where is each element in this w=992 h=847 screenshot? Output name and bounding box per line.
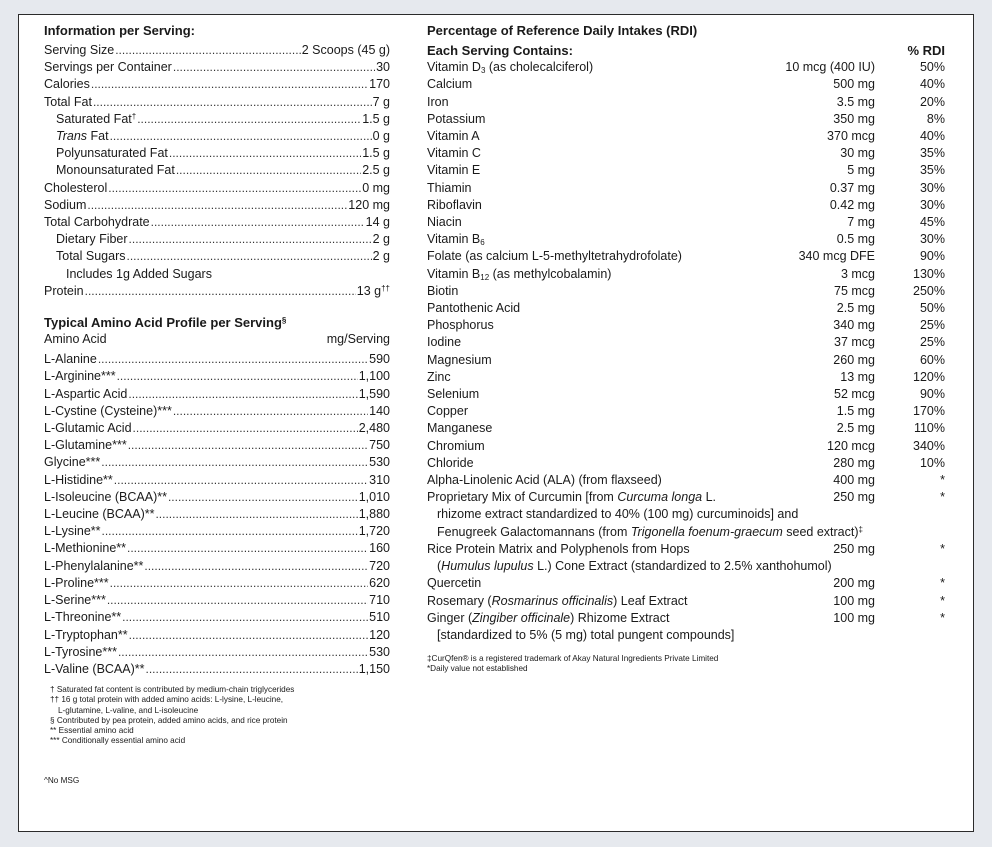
leader-dots — [173, 59, 375, 76]
rdi-row — [427, 352, 947, 369]
serving-info-value: 2.5 g — [362, 163, 390, 178]
leader-dots — [129, 627, 369, 644]
rdi-amount: 340 mg — [833, 318, 875, 333]
serving-info-row — [44, 197, 390, 214]
rdi-row — [427, 283, 947, 300]
ginger-value: 100 mg — [833, 610, 875, 625]
rdi-row — [427, 317, 947, 334]
quercetin-pct: * — [940, 576, 945, 591]
rdi-amount: 0.5 mg — [836, 232, 875, 247]
rdi-nutrient-label: Magnesium — [427, 352, 492, 367]
leader-dots — [168, 489, 358, 506]
rdi-amount: 0.42 mg — [829, 197, 875, 212]
rdi-percent: 40% — [919, 129, 945, 144]
rdi-amount: 120 mcg — [827, 438, 875, 453]
leader-dots — [118, 644, 368, 661]
rdi-percent: 40% — [919, 77, 945, 92]
serving-info-label: Cholesterol — [44, 180, 108, 195]
amino-acid-value: 1,720 — [358, 524, 390, 539]
rdi-nutrient-label: Biotin — [427, 283, 459, 298]
rdi-nutrient-label: Phosphorus — [427, 318, 494, 333]
rdi-row-quercetin — [427, 575, 947, 592]
amino-acid-value: 1,100 — [358, 369, 390, 384]
rdi-amount: 1.5 mg — [836, 404, 875, 419]
rdi-percent: 60% — [919, 352, 945, 367]
pct-rdi-label: % RDI — [907, 43, 945, 58]
rdi-amount: 37 mcg — [834, 335, 875, 350]
amino-acid-label: L-Lysine** — [44, 524, 101, 539]
rdi-row — [427, 386, 947, 403]
serving-info-row — [44, 94, 390, 111]
leader-dots — [115, 42, 301, 59]
amino-acid-value: 140 — [369, 403, 390, 418]
curcumin-cont-1: rhizome extract standardized to 40% (100 mg) curcuminoids] and — [437, 507, 799, 522]
amino-acid-label: L-Tryptophan** — [44, 627, 128, 642]
protein-value: 13 g†† — [356, 283, 390, 298]
rdi-amount: 2.5 mg — [836, 301, 875, 316]
rdi-amount: 13 mg — [840, 369, 875, 384]
leader-dots — [101, 454, 368, 471]
amino-acid-row — [44, 644, 390, 661]
amino-acid-row — [44, 592, 390, 609]
leader-dots — [87, 197, 347, 214]
amino-acid-row — [44, 420, 390, 437]
rdi-percent: 110% — [913, 421, 945, 436]
amino-acid-row — [44, 454, 390, 471]
serving-info-row — [44, 180, 390, 197]
rdi-nutrient-label: Iodine — [427, 335, 462, 350]
rdi-percent: 20% — [919, 94, 945, 109]
amino-acid-row — [44, 661, 390, 678]
serving-info-label: Polyunsaturated Fat — [56, 146, 168, 161]
rdi-amount: 3 mcg — [840, 266, 875, 281]
rdi-row — [427, 300, 947, 317]
footnote-line: *** Conditionally essential amino acid — [50, 736, 186, 746]
rdi-percent: 50% — [919, 301, 945, 316]
amino-acid-column-label: Amino Acid — [44, 332, 107, 347]
each-serving-label: Each Serving Contains: — [427, 43, 573, 58]
msg-note: ^No MSG — [44, 776, 80, 786]
rdi-row — [427, 231, 947, 248]
serving-info-row — [44, 111, 390, 128]
curcumin-label: Proprietary Mix of Curcumin [from Curcuma longa L. — [427, 490, 716, 505]
amino-acid-header: Typical Amino Acid Profile per Serving§ — [44, 315, 287, 331]
rdi-row — [427, 472, 947, 489]
leader-dots — [98, 351, 368, 368]
rdi-nutrient-label: Niacin — [427, 215, 462, 230]
amino-acid-value: 750 — [369, 438, 390, 453]
rdi-amount: 7 mg — [847, 215, 875, 230]
amino-acid-label: L-Alanine — [44, 352, 97, 367]
curcumin-pct: * — [940, 490, 945, 505]
amino-acid-label: L-Methionine** — [44, 541, 126, 556]
amino-acid-value: 530 — [369, 455, 390, 470]
leader-dots — [128, 386, 357, 403]
amino-acid-value: 510 — [369, 610, 390, 625]
serving-info-value: 0 mg — [362, 180, 390, 195]
amino-acid-row — [44, 523, 390, 540]
rdi-nutrient-label: Vitamin E — [427, 163, 481, 178]
amino-acid-row — [44, 540, 390, 557]
serving-info-value: 120 mg — [348, 197, 390, 212]
amino-acid-label: L-Leucine (BCAA)** — [44, 507, 155, 522]
quercetin-label: Quercetin — [427, 576, 482, 591]
rdi-row — [427, 334, 947, 351]
rdi-nutrient-label: Vitamin A — [427, 129, 480, 144]
serving-info-value: 1.5 g — [362, 111, 390, 126]
rdi-nutrient-label: Selenium — [427, 387, 480, 402]
amino-acid-label: L-Tyrosine*** — [44, 644, 117, 659]
amino-acid-row — [44, 472, 390, 489]
amino-acid-label: L-Cystine (Cysteine)*** — [44, 403, 172, 418]
serving-info-value: 0 g — [372, 129, 390, 144]
rdi-amount: 340 mcg DFE — [798, 249, 875, 264]
leader-dots — [128, 437, 368, 454]
rdi-amount: 0.37 mg — [829, 180, 875, 195]
rdi-percent: 50% — [919, 60, 945, 75]
rdi-amount: 75 mcg — [834, 283, 875, 298]
leader-dots — [155, 506, 357, 523]
serving-info-label: Serving Size — [44, 43, 115, 57]
rdi-percent: 10% — [919, 455, 945, 470]
rdi-amount: 10 mcg (400 IU) — [785, 60, 875, 75]
curcumin-value: 250 mg — [833, 490, 875, 505]
rdi-row — [427, 403, 947, 420]
serving-info-value: 1.5 g — [362, 146, 390, 161]
hops-label: Rice Protein Matrix and Polyphenols from Hops — [427, 541, 690, 556]
footnote-line: ** Essential amino acid — [50, 725, 134, 735]
amino-acid-label: L-Arginine*** — [44, 369, 116, 384]
amino-acid-value: 530 — [369, 644, 390, 659]
serving-info-label: Total Carbohydrate — [44, 215, 150, 230]
rdi-row-hops — [427, 541, 947, 558]
footnote-line: L-glutamine, L-valine, and L-isoleucine — [58, 705, 199, 715]
serving-info-value: 2 Scoops (45 g) — [301, 43, 390, 57]
rdi-amount: 500 mg — [833, 77, 875, 92]
rdi-nutrient-label: Potassium — [427, 111, 486, 126]
leader-dots — [151, 214, 365, 231]
amino-acid-value: 1,010 — [358, 489, 390, 504]
footnote-line: § Contributed by pea protein, added amino acids, and rice protein — [50, 715, 288, 725]
rdi-row — [427, 76, 947, 93]
protein-label: Protein — [44, 283, 84, 298]
serving-info-row — [44, 42, 390, 59]
protein-row — [44, 283, 390, 300]
left-column — [44, 22, 390, 787]
serving-info-label: Total Sugars — [56, 249, 126, 264]
daily-value-footnote: *Daily value not established — [427, 664, 528, 674]
leader-dots — [102, 523, 358, 540]
serving-info-value: 30 — [376, 60, 390, 75]
rdi-row — [427, 266, 947, 283]
amino-acid-label: L-Threonine** — [44, 610, 122, 625]
rdi-amount: 370 mcg — [827, 129, 875, 144]
rdi-percent: 30% — [919, 197, 945, 212]
rdi-nutrient-label: Copper — [427, 404, 468, 419]
footnote-line: †† 16 g total protein with added amino acids: L-lysine, L-leucine, — [50, 695, 284, 705]
ginger-label: Ginger (Zingiber officinale) Rhizome Extract — [427, 610, 670, 625]
serving-info-row — [44, 59, 390, 76]
serving-info-value: 7 g — [372, 94, 390, 109]
hops-cont-1: (Humulus lupulus L.) Cone Extract (standardized to 2.5% xanthohumol) — [437, 559, 832, 574]
leader-dots — [110, 575, 369, 592]
serving-info-header: Information per Serving: — [44, 23, 195, 38]
ginger-cont-1: [standardized to 5% (5 mg) total pungent compounds] — [437, 627, 735, 642]
rdi-header: Percentage of Reference Daily Intakes (RDI) — [427, 23, 698, 38]
rdi-percent: 170% — [913, 404, 945, 419]
serving-info-row — [44, 162, 390, 179]
amino-acid-value: 120 — [369, 627, 390, 642]
leader-dots — [117, 368, 358, 385]
leader-dots — [173, 403, 368, 420]
amino-acid-label: L-Glutamic Acid — [44, 421, 132, 436]
amino-acid-row — [44, 403, 390, 420]
leader-dots — [85, 283, 356, 300]
serving-info-value: 14 g — [365, 215, 390, 230]
rdi-row-rosemary — [427, 593, 947, 610]
rdi-amount: 260 mg — [833, 352, 875, 367]
rdi-row — [427, 438, 947, 455]
leader-dots — [169, 145, 361, 162]
rosemary-label: Rosemary (Rosmarinus officinalis) Leaf Extract — [427, 593, 688, 608]
rdi-percent: 90% — [919, 249, 945, 264]
leader-dots — [91, 76, 368, 93]
rdi-row — [427, 420, 947, 437]
amino-acid-label: L-Proline*** — [44, 575, 109, 590]
rdi-nutrient-label: Vitamin C — [427, 146, 481, 161]
left-footnotes — [44, 685, 390, 746]
rdi-column-headers — [427, 42, 947, 59]
amino-acid-row — [44, 386, 390, 403]
amino-acid-row — [44, 351, 390, 368]
leader-dots — [137, 111, 361, 128]
amino-acid-row — [44, 489, 390, 506]
rdi-amount: 350 mg — [833, 111, 875, 126]
amino-acid-label: L-Aspartic Acid — [44, 386, 128, 401]
rdi-row — [427, 162, 947, 179]
leader-dots — [126, 248, 371, 265]
serving-info-label: Monounsaturated Fat — [56, 163, 175, 178]
leader-dots — [127, 540, 368, 557]
serving-info-label: Trans Fat — [56, 129, 109, 144]
leader-dots — [108, 180, 361, 197]
rdi-row — [427, 455, 947, 472]
amino-acid-row — [44, 368, 390, 385]
amino-acid-value: 710 — [369, 593, 390, 608]
amino-acid-value: 1,150 — [358, 661, 390, 676]
serving-info-value: 170 — [369, 77, 390, 92]
curcumin-cont-2: Fenugreek Galactomannans (from Trigonella foenum-graecum seed extract)‡ — [437, 524, 863, 539]
rdi-nutrient-label: Vitamin $B_{12}$ (as methylcobalamin) — [427, 266, 612, 282]
rdi-row-curcumin — [427, 489, 947, 506]
serving-info-label: Total Fat — [44, 94, 92, 109]
amino-acid-value: 2,480 — [358, 421, 390, 436]
serving-info-row — [44, 248, 390, 265]
serving-info-label: Sodium — [44, 197, 87, 212]
rdi-percent: 30% — [919, 232, 945, 247]
amino-acid-value: 720 — [369, 558, 390, 573]
rdi-nutrient-label: Folate (as calcium L-5-methyltetrahydrofolate) — [427, 249, 682, 264]
quercetin-value: 200 mg — [833, 576, 875, 591]
rdi-nutrient-label: Vitamin $B_6$ — [427, 232, 485, 248]
amino-acid-column-headers — [44, 331, 390, 348]
amino-acid-value: 590 — [369, 352, 390, 367]
rdi-row — [427, 111, 947, 128]
amino-acid-label: Glycine*** — [44, 455, 101, 470]
rdi-row — [427, 214, 947, 231]
rdi-percent: 90% — [919, 387, 945, 402]
rdi-nutrient-label: Vitamin $D_3$ (as cholecalciferol) — [427, 60, 594, 76]
rdi-nutrient-label: Manganese — [427, 421, 493, 436]
rdi-row — [427, 94, 947, 111]
rdi-row — [427, 180, 947, 197]
serving-info-value: 2 g — [372, 249, 390, 264]
rdi-amount: 400 mg — [833, 473, 875, 488]
rdi-nutrient-label: Chloride — [427, 455, 474, 470]
amino-acid-row — [44, 437, 390, 454]
amino-acid-unit-label: mg/Serving — [326, 332, 390, 347]
rdi-row — [427, 128, 947, 145]
rdi-percent: 250% — [913, 283, 945, 298]
serving-info-row — [44, 214, 390, 231]
rdi-nutrient-label: Zinc — [427, 369, 451, 384]
leader-dots — [176, 162, 361, 179]
amino-acid-row — [44, 575, 390, 592]
hops-pct: * — [940, 541, 945, 556]
amino-acid-label: L-Histidine** — [44, 472, 113, 487]
rdi-percent: 35% — [919, 163, 945, 178]
added-sugars-note: Includes 1g Added Sugars — [66, 266, 212, 281]
amino-acid-label: L-Valine (BCAA)** — [44, 661, 145, 676]
amino-acid-value: 1,880 — [358, 507, 390, 522]
serving-info-row — [44, 76, 390, 93]
rdi-amount: 3.5 mg — [836, 94, 875, 109]
amino-acid-label: L-Serine*** — [44, 593, 106, 608]
footnote-line: † Saturated fat content is contributed by medium-chain triglycerides — [50, 685, 295, 695]
amino-acid-label: L-Isoleucine (BCAA)** — [44, 489, 167, 504]
leader-dots — [114, 472, 368, 489]
rdi-amount: 280 mg — [833, 455, 875, 470]
serving-info-row — [44, 231, 390, 248]
rdi-row — [427, 59, 947, 76]
rdi-percent: 130% — [913, 266, 945, 281]
leader-dots — [93, 94, 372, 111]
rdi-percent: 45% — [919, 215, 945, 230]
serving-info-label: Dietary Fiber — [56, 232, 128, 247]
serving-info-value: 2 g — [372, 232, 390, 247]
serving-info-row — [44, 128, 390, 145]
amino-acid-row — [44, 506, 390, 523]
leader-dots — [144, 558, 368, 575]
serving-info-label: Calories — [44, 77, 90, 92]
serving-info-label: Saturated Fat† — [56, 111, 137, 126]
serving-info-list — [44, 42, 390, 266]
ginger-pct: * — [940, 610, 945, 625]
trademark-footnote: ‡CurQfen® is a registered trademark of Akay Natural Ingredients Private Limited — [427, 654, 719, 664]
amino-acid-label: L-Glutamine*** — [44, 438, 127, 453]
rosemary-value: 100 mg — [833, 593, 875, 608]
rdi-percent: 35% — [919, 146, 945, 161]
leader-dots — [122, 609, 368, 626]
rdi-amount: 5 mg — [847, 163, 875, 178]
rdi-row — [427, 369, 947, 386]
rdi-percent: * — [940, 473, 945, 488]
rdi-row — [427, 248, 947, 265]
rdi-list — [427, 59, 947, 489]
amino-acid-label: L-Phenylalanine** — [44, 558, 144, 573]
rdi-percent: 25% — [919, 335, 945, 350]
leader-dots — [133, 420, 358, 437]
rdi-row — [427, 145, 947, 162]
amino-acid-row — [44, 558, 390, 575]
rdi-nutrient-label: Alpha-Linolenic Acid (ALA) (from flaxseed) — [427, 473, 662, 488]
amino-acid-row — [44, 627, 390, 644]
amino-acid-list — [44, 351, 390, 678]
amino-acid-value: 620 — [369, 575, 390, 590]
rdi-percent: 8% — [926, 111, 945, 126]
rosemary-pct: * — [940, 593, 945, 608]
rdi-nutrient-label: Calcium — [427, 77, 473, 92]
rdi-amount: 2.5 mg — [836, 421, 875, 436]
amino-acid-row — [44, 609, 390, 626]
rdi-row-ginger — [427, 610, 947, 627]
amino-acid-value: 310 — [369, 472, 390, 487]
rdi-amount: 30 mg — [840, 146, 875, 161]
leader-dots — [107, 592, 368, 609]
rdi-nutrient-label: Chromium — [427, 438, 485, 453]
hops-value: 250 mg — [833, 541, 875, 556]
rdi-percent: 25% — [919, 318, 945, 333]
rdi-row — [427, 197, 947, 214]
rdi-nutrient-label: Pantothenic Acid — [427, 301, 521, 316]
right-column — [427, 22, 947, 675]
rdi-percent: 30% — [919, 180, 945, 195]
amino-acid-value: 1,590 — [358, 386, 390, 401]
rdi-percent: 340% — [913, 438, 945, 453]
serving-info-row — [44, 145, 390, 162]
leader-dots — [110, 128, 372, 145]
rdi-nutrient-label: Iron — [427, 94, 449, 109]
rdi-nutrient-label: Thiamin — [427, 180, 472, 195]
rdi-amount: 52 mcg — [834, 387, 875, 402]
leader-dots — [129, 231, 372, 248]
amino-acid-value: 160 — [369, 541, 390, 556]
leader-dots — [146, 661, 358, 678]
serving-info-label: Servings per Container — [44, 60, 172, 75]
rdi-percent: 120% — [913, 369, 945, 384]
rdi-nutrient-label: Riboflavin — [427, 197, 482, 212]
